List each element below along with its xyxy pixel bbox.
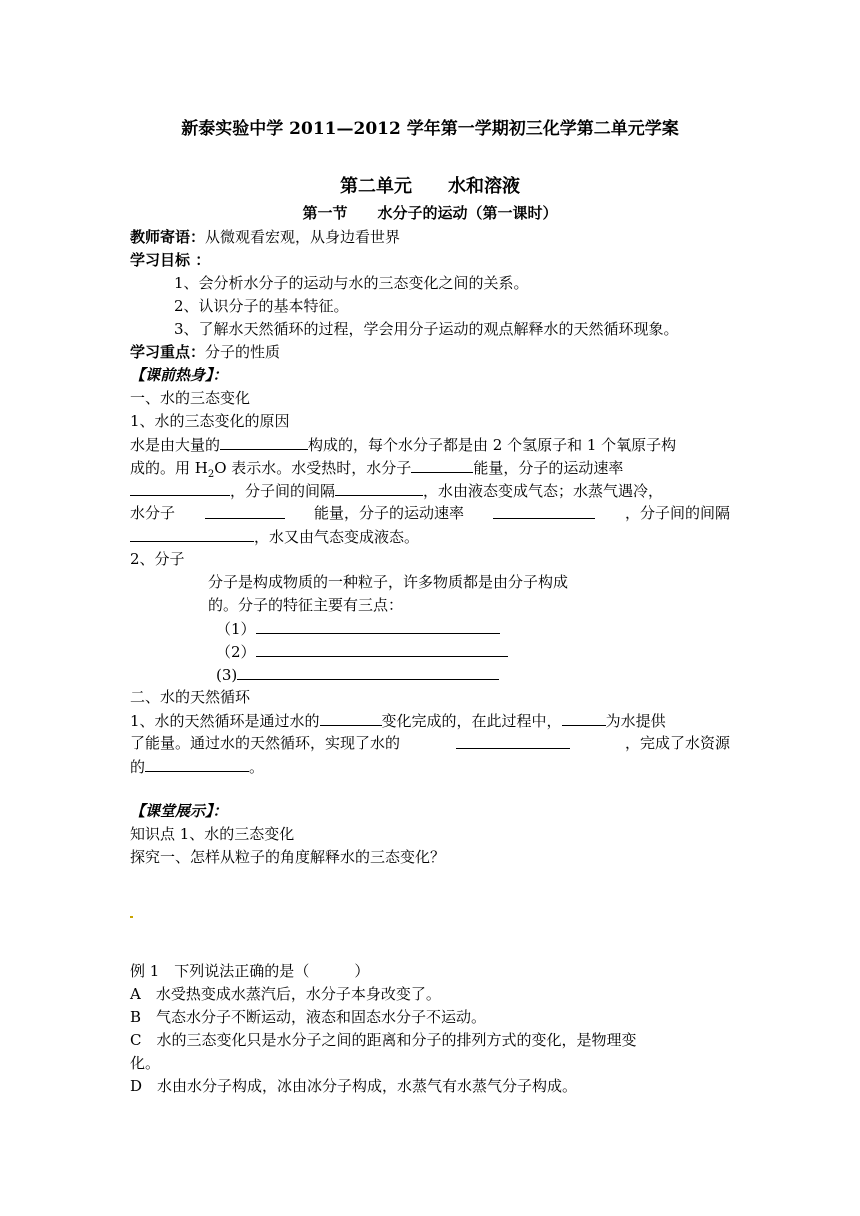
fill-blank[interactable] xyxy=(335,479,423,496)
fill-blank[interactable] xyxy=(456,732,570,749)
goal-item: 1、会分析水分子的运动与水的三态变化之间的关系。 xyxy=(174,274,529,292)
text-span: 的 xyxy=(130,758,146,776)
text-span: 构成的，每个水分子都是由 2 个氢原子和 1 个氧原子构 xyxy=(308,436,677,454)
goals-label: 学习目标 ： xyxy=(130,251,211,269)
teacher-message xyxy=(130,226,400,248)
example-option: C 水的三态变化只是水分子之间的距离和分子的排列方式的变化，是物理变 xyxy=(130,1031,637,1049)
molecule-text: 的。分子的特征主要有三点： xyxy=(208,596,404,614)
text-span: 能量，分子的运动速率 xyxy=(473,459,624,477)
explore-question: 探究一、怎样从粒子的角度解释水的三态变化？ xyxy=(130,848,446,866)
fill-blank[interactable] xyxy=(320,709,382,726)
paragraph-line xyxy=(130,456,623,478)
goal-item: 2、认识分子的基本特征。 xyxy=(174,297,349,315)
sub2-title: 2、分子 xyxy=(130,550,185,568)
fill-blank[interactable] xyxy=(237,663,499,680)
text-span: 为水提供 xyxy=(605,712,666,730)
document-title: 新泰实验中学 2011—2012 学年第一学期初三化学第二单元学案 xyxy=(181,119,679,139)
paragraph-line xyxy=(130,525,419,547)
paragraph-line xyxy=(130,433,676,455)
text-span: ，分子间的间隔 xyxy=(230,482,336,500)
fill-blank[interactable] xyxy=(411,456,473,473)
text-span: 水是由大量的 xyxy=(130,436,221,454)
text-span: 1、水的天然循环是通过水的 xyxy=(130,712,320,730)
example-stem: 例 1 下列说法正确的是（ ） xyxy=(130,962,370,980)
paragraph-line xyxy=(130,479,663,501)
subscript: 2 xyxy=(207,469,215,480)
text-span: 水分子 xyxy=(130,504,176,522)
teacher-message-text: 从微观看宏观，从身边看世界 xyxy=(205,228,401,246)
section-title: 第一节 水分子的运动（第一课时） xyxy=(302,204,558,222)
paragraph-line xyxy=(130,755,264,777)
text-span: 。 xyxy=(249,758,265,776)
warmup-heading: 【课前热身】： xyxy=(130,366,228,384)
fill-blank[interactable] xyxy=(256,617,500,634)
text-span: ，分子间的间隔 xyxy=(624,504,730,522)
fill-blank[interactable] xyxy=(205,502,285,519)
paragraph-line xyxy=(130,732,730,754)
paragraph-line xyxy=(130,502,730,524)
text-span: ，完成了水资源 xyxy=(624,734,730,752)
fill-blank[interactable] xyxy=(130,525,254,542)
key-point xyxy=(130,341,280,363)
part1-title: 一、水的三态变化 xyxy=(130,389,251,407)
feature-label: （1） xyxy=(216,620,256,638)
text-span: 成的。用 H xyxy=(130,459,208,477)
sub1-title: 1、水的三态变化的原因 xyxy=(130,412,290,430)
text-span: 能量，分子的运动速率 xyxy=(313,504,464,522)
example-option: D 水由水分子构成，冰由冰分子构成，水蒸气有水蒸气分子构成。 xyxy=(130,1077,578,1095)
example-option: 化。 xyxy=(130,1054,161,1072)
fill-blank[interactable] xyxy=(145,755,249,772)
fill-blank[interactable] xyxy=(130,479,230,496)
teacher-message-label: 教师寄语： xyxy=(130,228,206,246)
paragraph-line xyxy=(130,709,666,731)
molecule-text: 分子是构成物质的一种粒子，许多物质都是由分子构成 xyxy=(208,573,569,591)
text-span: 变化完成的，在此过程中， xyxy=(381,712,562,730)
stray-mark xyxy=(130,916,133,918)
key-point-label: 学习重点： xyxy=(130,343,206,361)
unit-title: 第二单元 水和溶液 xyxy=(340,176,520,197)
fill-blank[interactable] xyxy=(220,433,308,450)
classroom-heading: 【课堂展示】： xyxy=(130,802,228,820)
example-option: A 水受热变成水蒸汽后，水分子本身改变了。 xyxy=(130,985,441,1003)
text-span: ，水又由气态变成液态。 xyxy=(254,528,420,546)
feature-line xyxy=(216,663,499,685)
text-span: O 表示水。水受热时，水分子 xyxy=(214,459,412,477)
text-span: ，水由液态变成气态；水蒸气遇冷， xyxy=(423,482,664,500)
feature-label: （2） xyxy=(216,643,256,661)
fill-blank[interactable] xyxy=(562,709,606,726)
example-option: B 气态水分子不断运动，液态和固态水分子不运动。 xyxy=(130,1008,487,1026)
fill-blank[interactable] xyxy=(256,640,508,657)
feature-line xyxy=(216,640,508,662)
goal-item: 3、了解水天然循环的过程，学会用分子运动的观点解释水的天然循环现象。 xyxy=(174,320,679,338)
knowledge-point: 知识点 1、水的三态变化 xyxy=(130,825,295,843)
feature-line xyxy=(216,617,500,639)
text-span: 了能量。通过水的天然循环，实现了水的 xyxy=(130,734,401,752)
fill-blank[interactable] xyxy=(493,502,595,519)
feature-label: (3) xyxy=(216,666,238,684)
key-point-text: 分子的性质 xyxy=(205,343,281,361)
part2-title: 二、水的天然循环 xyxy=(130,688,251,706)
